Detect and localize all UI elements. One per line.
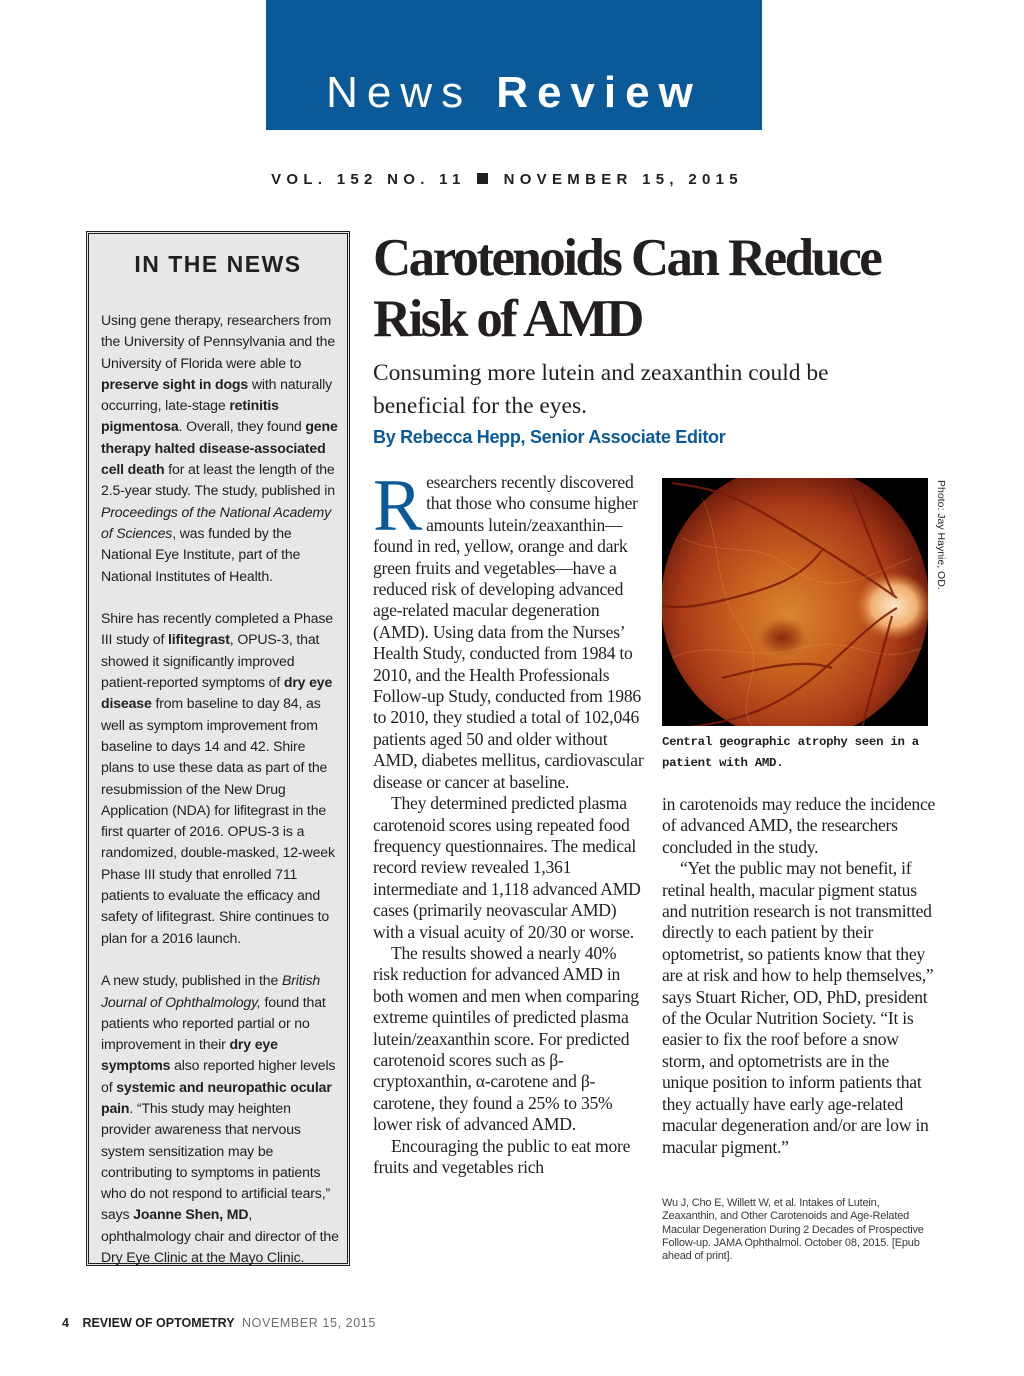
sidebar-highlight: dry eye disease [101,674,333,712]
sidebar-text: found that patients who reported partial or no improvement in their [101,993,326,1053]
photo-credit: Photo: Jay Haynie, OD. [935,480,947,590]
sidebar-text: , was funded by the National Eye Institute, part of the National Institutes of Health. [101,524,301,584]
banner-word-news: News [326,68,473,117]
issue-line [0,171,1014,188]
issue-date: NOVEMBER 15, 2015 [503,171,743,188]
headline-line-1: Carotenoids Can Reduce [373,229,881,287]
sidebar-highlight: lifitegrast [167,631,230,648]
issue-volume: VOL. 152 NO. 11 [271,171,466,188]
sidebar-item-lifitegrast [101,608,341,949]
sidebar-item-dry-eye-pain [101,970,341,1268]
paragraph: The results showed a nearly 40% risk reduction for advanced AMD in both women and men when comparing extreme quintiles of predicted plasma lutein/zeaxanthin score. For predicted carotenoid scores such as β-cryptoxanthin, α-carotene and β-carotene, they found a 25% to 35% lower risk of advanced AMD. [373,942,639,1135]
sidebar-text: for at least the length of the 2.5-year study. The study, published in [101,461,335,499]
sidebar-highlight: preserve sight in dogs [101,375,249,392]
body-column-2 [662,794,938,1158]
section-banner [266,0,762,130]
paragraph: They determined predicted plasma carotenoid scores using repeated food frequency questionnaires. The medical record review revealed 1,361 intermediate and 1,118 advanced AMD cases (primarily neovascular AMD) with a visual acuity of 20/30 or worse. [373,793,641,942]
square-bullet-icon [477,173,488,184]
footer-date: NOVEMBER 15, 2015 [242,1316,376,1330]
sidebar-text: A new study, published in the [101,972,282,989]
sidebar-highlight: dry eye symptoms [101,1036,278,1074]
sidebar-highlight: retinitis pigmentosa [101,397,279,435]
fundus-image [662,478,928,726]
paragraph: “Yet the public may not benefit, if retinal health, macular pigment status and nutrition research is not transmitted directly to each patient by their optometrist, so patients know that they are at risk and how to help themselves,” says Stuart Richer, OD, PhD, president of the Ocular Nutrition Society. “It is easier to fix the roof before a snow storm, and optometrists are in the unique position to inform patients that they actually have early age-related macular degeneration and/or are low in macular pigment.” [662,858,934,1157]
in-the-news-sidebar [86,231,350,1266]
sidebar-text: with naturally occurring, late-stage [101,375,332,414]
reference-citation: Wu J, Cho E, Willett W, et al. Intakes of Lutein, Zeaxanthin, and Other Carotenoids and Age-Related Macular Degeneration During 2 Decades of Prospective Follow-up. JAMA Ophthalmol. October 08, 2015. [Epub ahead of print]. [662,1197,924,1263]
sidebar-highlight: Joanne Shen, MD [133,1206,249,1223]
sidebar-journal: Proceedings of the National Academy of Sciences [101,503,332,541]
retina-photo [662,478,928,726]
sidebar-item-gene-therapy [101,310,341,587]
body-column-1 [373,465,645,1178]
sidebar-heading: IN THE NEWS [134,251,302,277]
sidebar-text: , OPUS-3, that showed it significantly improved patient-reported symptoms of [101,631,320,691]
sidebar-highlight: systemic and neuropathic ocular pain [101,1078,332,1116]
byline: By Rebecca Hepp, Senior Associate Editor [373,427,726,447]
magazine-name: REVIEW OF OPTOMETRY [82,1316,235,1330]
article-deck [373,357,933,423]
drop-cap: R [373,465,423,547]
deck-line-1: Consuming more lutein and zeaxanthin could be [373,360,829,386]
sidebar-text: . Overall, they found [178,418,306,435]
sidebar-text: , ophthalmology chair and director of the Dry Eye Clinic at the Mayo Clinic. [101,1206,339,1266]
sidebar-text: . “This study may heighten provider awareness that nervous system sensitization may be contributing to symptoms in patients who do not respond to artificial tears,” says [101,1099,331,1223]
paragraph [373,465,645,793]
paragraph: Encouraging the public to eat more fruits and vegetables rich [373,1135,631,1177]
paragraph-text: esearchers recently discovered that those who consume higher amounts lutein/zeaxanthin—found in red, yellow, orange and dark green fruits and vegetables—have a reduced risk of developing advanced age-related macular degeneration (AMD). Using data from the Nurses’ Health Study, conducted from 1984 to 2010, and the Health Professionals Follow-up Study, conducted from 1986 to 2010, they studied a total of 102,046 patients aged 50 and older without AMD, diabetes mellitus, cardiovascular disease or cancer at baseline. [373,472,644,792]
banner-word-review: Review [496,68,702,117]
sidebar-text: from baseline to day 84, as well as symptom improvement from baseline to days 14 and 42. Shire plans to use these data as part of the resubmission of the New Drug Application (NDA) for lifitegrast in the first quarter of 2016. OPUS-3 is a randomized, double-masked, 12-week Phase III study that enrolled 711 patients to evaluate the efficacy and safety of lifitegrast. Shire continues to plan for a 2016 launch. [101,695,335,946]
deck-line-2: beneficial for the eyes. [373,393,588,419]
sidebar-highlight: gene therapy halted disease-associated cell death [101,418,338,478]
page-footer [62,1316,376,1330]
sidebar-text: Using gene therapy, researchers from the University of Pennsylvania and the University of Florida were able to [101,312,336,371]
headline-line-2: Risk of AMD [373,290,642,348]
sidebar-text: also reported higher levels of [101,1057,336,1095]
photo-caption: Central geographic atrophy seen in a patient with AMD. [662,735,919,770]
paragraph: in carotenoids may reduce the incidence of advanced AMD, the researchers concluded in the study. [662,794,936,857]
article-headline [373,228,973,350]
sidebar-journal: British Journal of Ophthalmology, [101,972,321,1010]
page-number: 4 [62,1316,69,1330]
sidebar-text: Shire has recently completed a Phase III study of [101,610,333,648]
